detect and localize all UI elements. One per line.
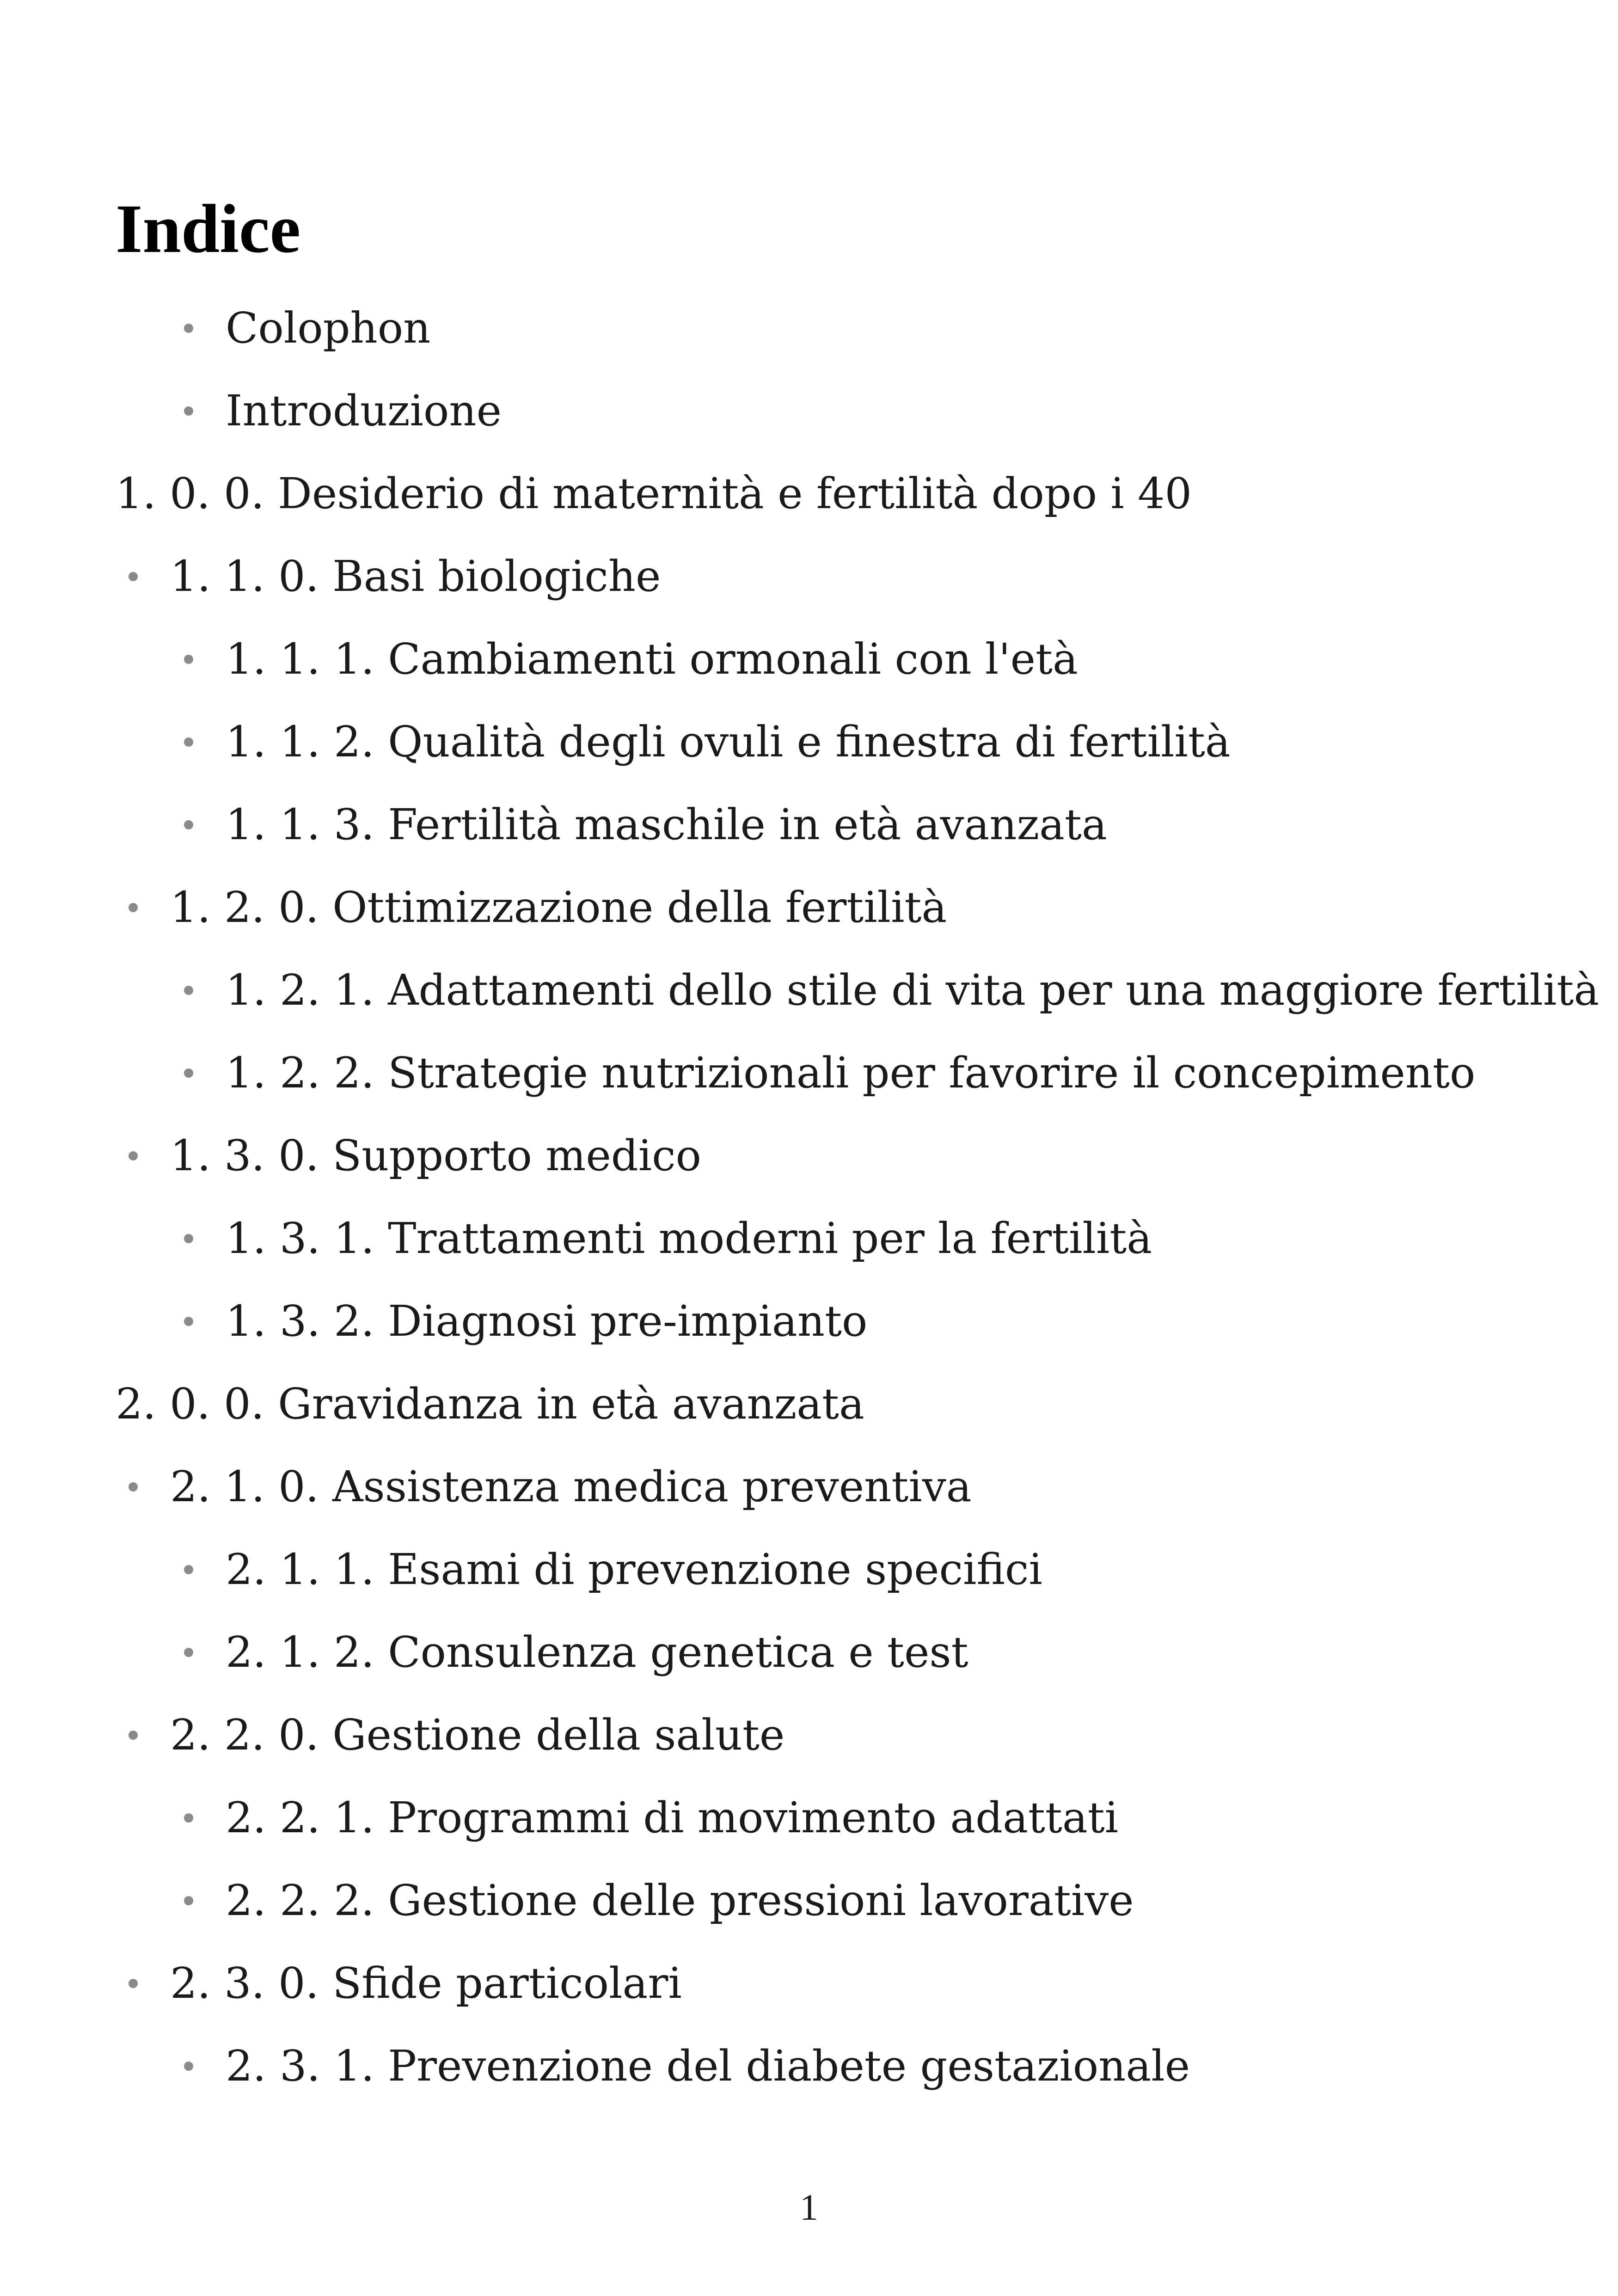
toc-entry-label[interactable]: 2. 3. 0. Sfide particolari	[170, 1958, 682, 2008]
toc-entry-label[interactable]: 2. 3. 1. Prevenzione del diabete gestazionale	[226, 2041, 1190, 2091]
toc-entry-label[interactable]: 1. 2. 0. Ottimizzazione della fertilità	[170, 883, 947, 932]
bullet-icon	[129, 572, 138, 581]
toc-entry[interactable]	[170, 1459, 972, 1515]
toc-entry[interactable]	[226, 1873, 1134, 1928]
toc-entry[interactable]	[226, 1790, 1118, 1846]
toc-entry-label[interactable]: 1. 1. 1. Cambiamenti ormonali con l'età	[226, 634, 1078, 684]
toc-entry-label[interactable]: Introduzione	[226, 386, 502, 436]
toc-entry-label[interactable]: 2. 0. 0. Gravidanza in età avanzata	[116, 1379, 864, 1429]
toc-entry[interactable]	[170, 1956, 682, 2011]
bullet-icon	[184, 986, 193, 995]
toc-entry-label[interactable]: Colophon	[226, 303, 431, 353]
toc-entry[interactable]	[226, 301, 430, 356]
bullet-icon	[184, 2062, 193, 2071]
toc-entry[interactable]	[170, 1128, 701, 1184]
bullet-icon	[184, 1813, 193, 1823]
toc-entry-label[interactable]: 1. 1. 2. Qualità degli ovuli e finestra di fertilità	[226, 717, 1231, 767]
toc-entry[interactable]	[226, 1045, 1475, 1101]
bullet-icon	[129, 1151, 138, 1160]
toc-entry[interactable]	[226, 963, 1599, 1018]
toc-entry[interactable]	[226, 1294, 867, 1349]
toc-entry-label[interactable]: 1. 1. 3. Fertilità maschile in età avanzata	[226, 800, 1107, 849]
toc-entry-label[interactable]: 1. 2. 1. Adattamenti dello stile di vita per una maggiore fertilità	[226, 965, 1600, 1015]
toc-entry[interactable]	[226, 632, 1078, 687]
page-number: 1	[800, 2187, 818, 2228]
bullet-icon	[184, 1565, 193, 1574]
toc-entry-label[interactable]: 1. 3. 2. Diagnosi pre-impianto	[226, 1296, 868, 1346]
bullet-icon	[129, 1482, 138, 1492]
toc-entry-label[interactable]: 1. 0. 0. Desiderio di maternità e fertilità dopo i 40	[116, 469, 1192, 518]
toc-entry-label[interactable]: 2. 2. 0. Gestione della salute	[170, 1710, 785, 1760]
toc-entry-label[interactable]: 2. 2. 1. Programmi di movimento adattati	[226, 1793, 1119, 1842]
page-title: Indice	[116, 190, 301, 267]
toc-entry-label[interactable]: 2. 1. 1. Esami di prevenzione specifici	[226, 1545, 1042, 1594]
bullet-icon	[184, 324, 193, 333]
toc-entry[interactable]	[116, 466, 1192, 522]
toc-entry[interactable]	[170, 880, 947, 935]
toc-entry-label[interactable]: 2. 1. 2. Consulenza genetica e test	[226, 1627, 968, 1677]
toc-entry-label[interactable]: 1. 1. 0. Basi biologiche	[170, 552, 661, 601]
bullet-icon	[184, 655, 193, 664]
toc-entry-label[interactable]: 1. 3. 1. Trattamenti moderni per la fertilità	[226, 1214, 1152, 1263]
toc-entry[interactable]	[226, 383, 502, 439]
bullet-icon	[184, 406, 193, 416]
toc-entry-label[interactable]: 2. 2. 2. Gestione delle pressioni lavorative	[226, 1876, 1134, 1925]
toc-entry[interactable]	[226, 2038, 1190, 2094]
toc-entry[interactable]	[226, 714, 1231, 770]
bullet-icon	[184, 1234, 193, 1243]
toc-entry-label[interactable]: 1. 2. 2. Strategie nutrizionali per favorire il concepimento	[226, 1048, 1476, 1098]
toc-entry[interactable]	[170, 549, 661, 604]
toc-entry-label[interactable]: 2. 1. 0. Assistenza medica preventiva	[170, 1462, 972, 1511]
bullet-icon	[184, 1068, 193, 1078]
toc-entry[interactable]	[226, 1211, 1152, 1266]
bullet-icon	[184, 1317, 193, 1326]
bullet-icon	[129, 1979, 138, 1988]
toc-entry-label[interactable]: 1. 3. 0. Supporto medico	[170, 1131, 702, 1180]
toc-entry[interactable]	[226, 1625, 968, 1680]
toc-entry[interactable]	[116, 1376, 864, 1432]
toc-entry[interactable]	[170, 1707, 784, 1763]
bullet-icon	[184, 737, 193, 747]
bullet-icon	[129, 1731, 138, 1740]
toc-entry[interactable]	[226, 797, 1107, 853]
bullet-icon	[129, 903, 138, 912]
bullet-icon	[184, 1896, 193, 1905]
bullet-icon	[184, 820, 193, 829]
toc-entry[interactable]	[226, 1542, 1042, 1597]
bullet-icon	[184, 1648, 193, 1657]
